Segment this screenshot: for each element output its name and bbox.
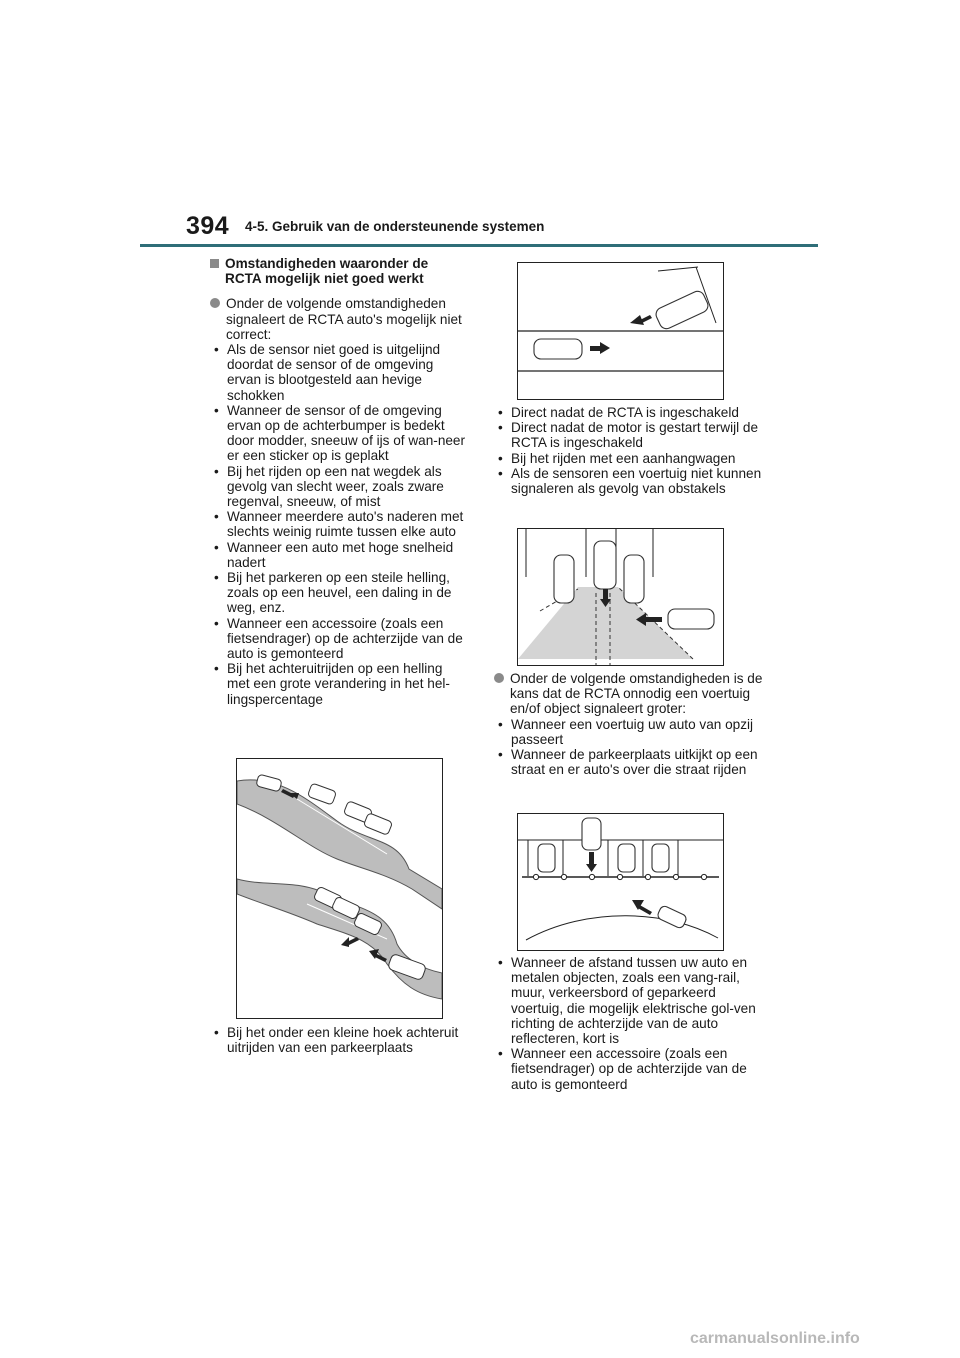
list-item: • Bij het achteruitrijden op een helling met een grote verandering in het hel-lingspercentage (210, 661, 468, 707)
list-item: • Wanneer een auto met hoge snelheid nadert (210, 540, 468, 570)
list-item: • Bij het rijden op een nat wegdek als gevolg van slecht weer, zoals zware regenval, sneeuw, of mist (210, 464, 468, 510)
street-illustration (518, 814, 723, 950)
list-item: • Direct nadat de motor is gestart terwijl de RCTA is ingeschakeld (494, 420, 764, 450)
right-lead-block (494, 671, 764, 777)
list-item: • Wanneer de sensor of de omgeving ervan op de achterbumper is bedekt door modder, sneeuw of ijs of wan-neer er een sticker op is geplakt (210, 403, 468, 464)
circle-bullet-icon (494, 673, 504, 683)
hill-illustration (237, 759, 442, 1018)
hill-figure (236, 758, 443, 1019)
left-after-figure (210, 1025, 470, 1055)
right-bullets-c (494, 955, 764, 1092)
lead-paragraph (210, 296, 468, 342)
list-item: • Bij het onder een kleine hoek achteruit uitrijden van een parkeerplaats (210, 1025, 470, 1055)
page-number: 394 (186, 212, 230, 240)
list-item: • Bij het parkeren op een steile helling, zoals op een heuvel, een daling in de weg, enz. (210, 570, 468, 616)
list-item: • Wanneer een accessoire (zoals een fietsendrager) op de achterzijde van de auto is gemonteerd (494, 1046, 764, 1092)
list-item: • Wanneer een accessoire (zoals een fietsendrager) op de achterzijde van de auto is gemonteerd (210, 616, 468, 662)
list-item: • Direct nadat de RCTA is ingeschakeld (494, 405, 764, 420)
page-header (0, 0, 960, 250)
list-item: • Wanneer de afstand tussen uw auto en metalen objecten, zoals een vang-rail, muur, verkeersbord of geparkeerd voertuig, die mogelijk elektrische gol-ven richting de achterzijde van de auto reflecteren, kort is (494, 955, 764, 1046)
street-figure (517, 813, 724, 951)
lead-text: Onder de volgende omstandigheden signaleert de RCTA auto's mogelijk niet correct: (226, 296, 462, 342)
watermark: carmanualsonline.info (690, 1330, 860, 1347)
list-item: • Bij het rijden met een aanhangwagen (494, 451, 764, 466)
subheading (210, 256, 468, 286)
right-bullets-a (494, 405, 764, 496)
square-bullet-icon (210, 259, 219, 268)
list-item: • Als de sensoren een voertuig niet kunnen signaleren als gevolg van obstakels (494, 466, 764, 496)
lead-paragraph (494, 671, 764, 717)
obstacle-illustration (518, 529, 723, 665)
header-rule (140, 244, 818, 247)
bullet-list (494, 717, 764, 778)
section-title: 4-5. Gebruik van de ondersteunende systemen (245, 219, 545, 234)
angled-exit-figure (517, 262, 724, 400)
subheading-text: Omstandigheden waaronder de RCTA mogelijk niet goed werkt (225, 256, 429, 287)
circle-bullet-icon (210, 298, 220, 308)
bullet-list (210, 1025, 470, 1055)
bullet-list (494, 405, 764, 496)
obstacle-figure (517, 528, 724, 666)
angled-exit-illustration (518, 263, 723, 399)
list-item: • Wanneer een voertuig uw auto van opzij passeert (494, 717, 764, 747)
lead-text: Onder de volgende omstandigheden is de kans dat de RCTA onnodig een voertuig en/of object signaleert groter: (510, 671, 763, 717)
list-item: • Wanneer de parkeerplaats uitkijkt op een straat en er auto's over die straat rijden (494, 747, 764, 777)
left-column (210, 256, 468, 707)
list-item: • Als de sensor niet goed is uitgelijnd doordat de sensor of de omgeving ervan is blootgesteld aan hevige schokken (210, 342, 468, 403)
list-item: • Wanneer meerdere auto's naderen met slechts weinig ruimte tussen elke auto (210, 509, 468, 539)
bullet-list (210, 342, 468, 707)
bullet-list (494, 955, 764, 1092)
